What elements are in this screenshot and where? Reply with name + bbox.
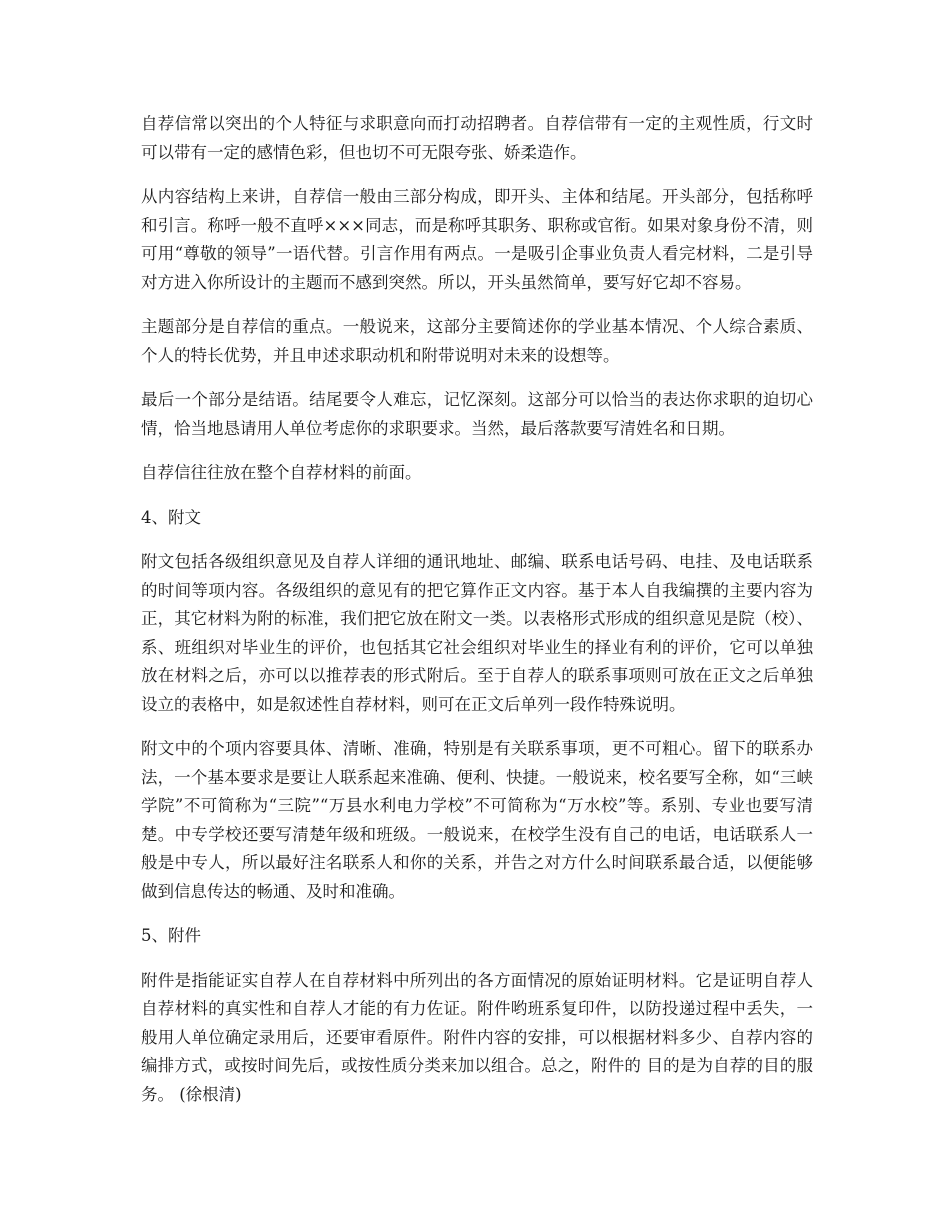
paragraph-structure: 从内容结构上来讲，自荐信一般由三部分构成，即开头、主体和结尾。开头部分，包括称呼和引言。称呼一般不直呼×××同志，而是称呼其职务、职称或官衔。如果对象身份不清，则可用“尊敬的领导”一语代替。引言作用有两点。一是吸引企事业负责人看完材料，二是引导对方进入你所设计的主题而不感到突然。所以，开头虽然简单，要写好它却不容易。 [141, 187, 813, 292]
document-page [141, 110, 813, 1125]
paragraph-appendix-contents: 附文包括各级组织意见及自荐人详细的通讯地址、邮编、联系电话号码、电挂、及电话联系的时间等项内容。各级组织的意见有的把它算作正文内容。基于本人自我编撰的主要内容为正，其它材料为附的标准，我们把它放在附文一类。以表格形式形成的组织意见是院（校）、系、班组织对毕业生的评价，也包括其它社会组织对毕业生的择业有利的评价，它可以单独放在材料之后，亦可以以推荐表的形式附后。至于自荐人的联系事项则可放在正文之后单独设立的表格中，如是叙述性自荐材料，则可在正文后单列一段作特殊说明。 [141, 552, 813, 714]
paragraph-intro: 自荐信常以突出的个人特征与求职意向而打动招聘者。自荐信带有一定的主观性质，行文时可以带有一定的感情色彩，但也切不可无限夸张、娇柔造作。 [141, 114, 813, 162]
paragraph-placement: 自荐信往往放在整个自荐材料的前面。 [141, 463, 422, 482]
paragraph-attachments: 附件是指能证实自荐人在自荐材料中所列出的各方面情况的原始证明材料。它是证明自荐人自荐材料的真实性和自荐人才能的有力佐证。附件哟班系复印件，以防投递过程中丢失，一般用人单位确定录用后，还要审看原件。附件内容的安排，可以根据材料多少、自荐内容的编排方式，或按时间先后，或按性质分类来加以组合。总之，附件的 目的是为自荐的目的服务。 (徐根清) [141, 970, 813, 1104]
paragraph-closing: 最后一个部分是结语。结尾要令人难忘，记忆深刻。这部分可以恰当的表达你求职的迫切心情，恰当地恳请用人单位考虑你的求职要求。当然，最后落款要写清姓名和日期。 [141, 390, 813, 438]
section-heading-appendix-text: 4、附文 [141, 507, 201, 527]
paragraph-appendix-details: 附文中的个项内容要具体、清晰、准确，特别是有关联系事项，更不可粗心。留下的联系办法，一个基本要求是要让人联系起来准确、便利、快捷。一般说来，校名要写全称，如“三峡学院”不可简称为“三院”“万县水利电力学校”不可简称为“万水校”等。系别、专业也要写清楚。中专学校还要写清楚年级和班级。一般说来，在校学生没有自己的电话，电话联系人一般是中专人，所以最好注名联系人和你的关系，并告之对方什么时间联系最合适，以便能够做到信息传达的畅通、及时和准确。 [141, 739, 813, 901]
section-heading-attachments: 5、附件 [141, 926, 201, 945]
paragraph-body: 主题部分是自荐信的重点。一般说来，这部分主要简述你的学业基本情况、个人综合素质、个人的特长优势，并且申述求职动机和附带说明对未来的设想等。 [141, 317, 813, 365]
